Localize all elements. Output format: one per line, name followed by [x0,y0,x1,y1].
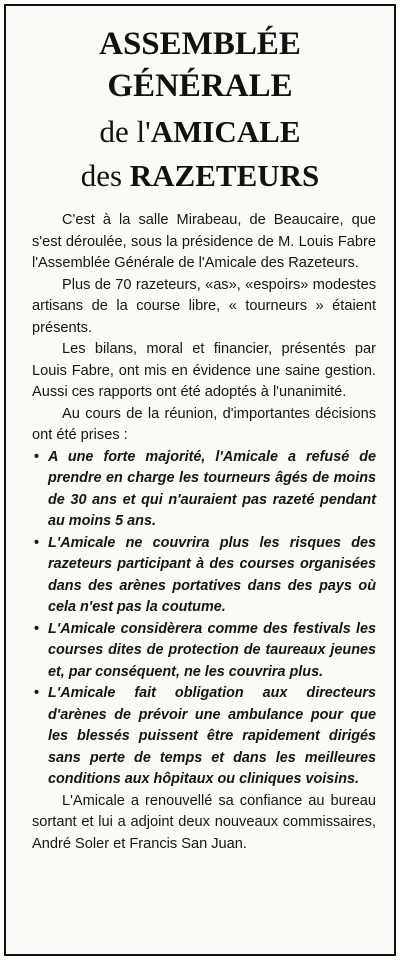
title-line-3-bold: AMICALE [150,114,301,149]
decision-text: L'Amicale considèrera comme des festivals les courses dites de protection de taureaux jeunes et, par conséquent, ne les couvrira plus. [48,620,376,680]
title-line-2: GÉNÉRALE [107,68,293,104]
bullet-icon: • [34,448,40,465]
paragraph-attendance: Plus de 70 razeteurs, «as», «espoirs» modestes artisans de la course libre, « tourneurs » étaient présents. [32,276,376,336]
title-line-1: ASSEMBLÉE [99,26,301,62]
title-line-4-bold: RAZETEURS [129,158,320,193]
bullet-icon: • [34,685,40,701]
paragraph-intro: C'est à la salle Mirabeau, de Beaucaire, que s'est déroulée, sous la présidence de M. Louis Fabre l'Assemblée Générale de l'Amicale des Razeteurs. [32,212,376,271]
title-line-3-prefix: de l' [99,114,151,149]
decision-text: A une forte majorité, l'Amicale a refusé de prendre en charge les tourneurs âgés de moins de 30 ans et qui n'auraient pas razeté pendant au moins 5 ans. [48,448,376,529]
decision-list [32,447,376,791]
decision-item [32,533,376,619]
decision-text: L'Amicale fait obligation aux directeurs d'arènes de prévoir une ambulance pour que les blessés puissent être rapidement dirigés sans perte de temps et dans les meilleures conditions aux hôpitaux ou cliniques voisins. [48,685,376,787]
title-line-3 [6,112,394,152]
decision-text: L'Amicale ne couvrira plus les risques des razeteurs participant à des courses organisées dans des arènes portatives dans des pays où cela n'est pas la coutume. [48,534,376,615]
bullet-icon: • [34,620,40,637]
decision-item [32,683,376,791]
paragraph-reports: Les bilans, moral et financier, présentés par Louis Fabre, ont mis en évidence une saine gestion. Aussi ces rapports ont été adoptés à l'unanimité. [32,341,376,400]
title-line-4-prefix: des [80,158,130,193]
paragraph-decisions-intro: Au cours de la réunion, d'importantes décisions ont été prises : [32,405,376,443]
decision-item [32,619,376,684]
decision-item [32,447,376,533]
article-body [32,210,376,855]
title-line-4 [6,156,394,196]
paragraph-closing: L'Amicale a renouvellé sa confiance au bureau sortant et lui a adjoint deux nouveaux commissaires, André Soler et Francis San Juan. [32,792,376,852]
article-frame [4,4,396,956]
bullet-icon: • [34,534,40,551]
